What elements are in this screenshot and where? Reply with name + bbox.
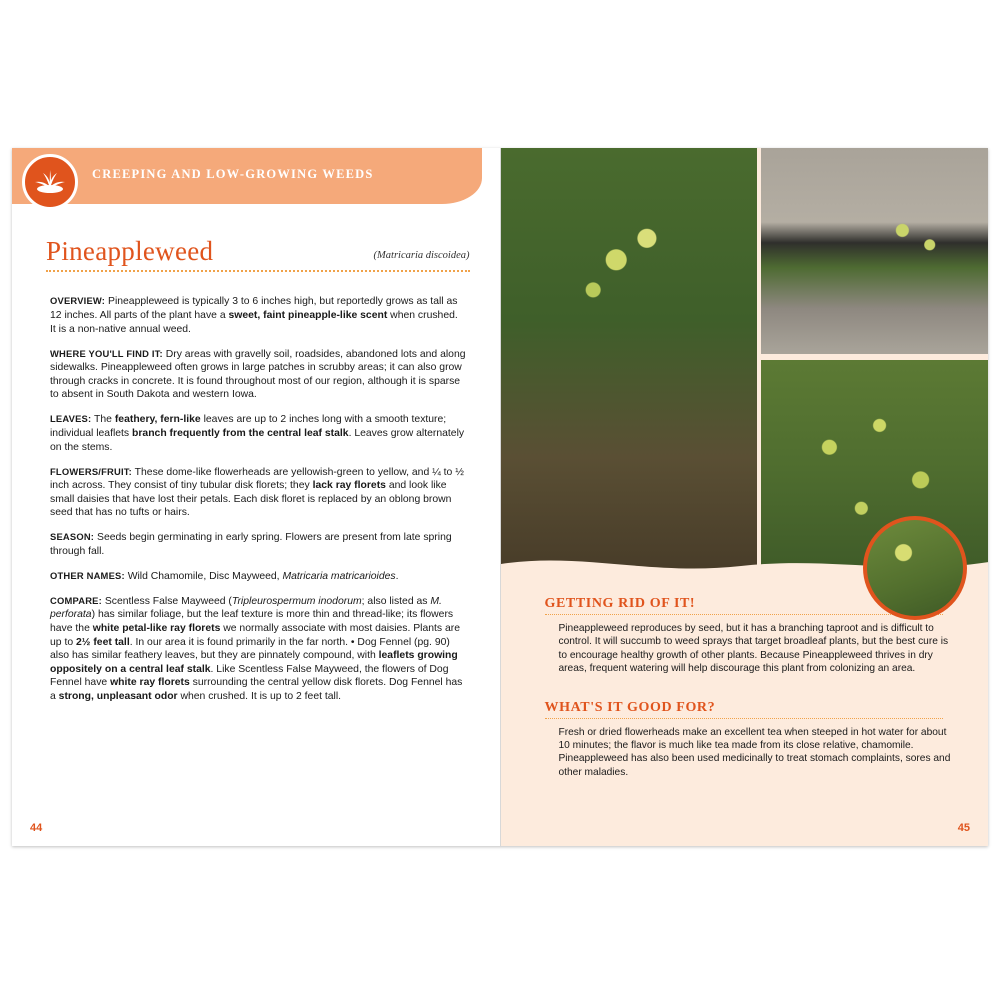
text-run: Wild Chamomile, Disc Mayweed, bbox=[127, 570, 283, 582]
text-run: and look like small daisies that have lost their petals. Each disk floret is replaced by an oblong brown seed that has no tufts or hairs. bbox=[50, 480, 452, 519]
article-paragraph bbox=[50, 412, 466, 454]
text-run: Scentless False Mayweed ( bbox=[104, 595, 232, 607]
text-run: Matricaria matricarioides bbox=[282, 570, 396, 582]
text-run: ) has similar foliage, but the leaf texture is more thin and thread-like; its flowers have the bbox=[50, 609, 454, 635]
text-run: strong, unpleasant odor bbox=[58, 690, 178, 702]
page-number-left: 44 bbox=[30, 822, 43, 834]
section-divider bbox=[545, 718, 943, 719]
article-paragraph bbox=[50, 569, 466, 584]
text-run: white ray florets bbox=[110, 677, 190, 689]
text-run: surrounding the central yellow disk florets. Dog Fennel has a bbox=[50, 677, 463, 702]
section-text: Fresh or dried flowerheads make an excellent tea when steeped in hot water for about 10 minutes; the flavor is much like tea made from its close relative, chamomile. Pineappleweed has also been used medicinally to treat stomach complaints, sores and other maladies. bbox=[558, 726, 951, 778]
text-run: branch frequently from the central leaf stalk bbox=[132, 427, 349, 439]
paragraph-label: FLOWERS/FRUIT: bbox=[50, 465, 132, 477]
text-run: . Like Scentless False Mayweed, the flowers of Dog Fennel have bbox=[50, 663, 449, 689]
section-divider bbox=[545, 614, 943, 615]
text-run: feathery, fern-like bbox=[114, 414, 201, 426]
photo-pineappleweed-plant bbox=[501, 148, 757, 578]
text-run: we normally associate with most daisies. Plants are up to bbox=[50, 623, 461, 648]
text-run: . Leaves grow alternately on the stems. bbox=[50, 427, 465, 453]
article-paragraph bbox=[50, 347, 466, 402]
text-run: 2½ feet tall bbox=[76, 636, 130, 648]
text-run: M. perforata bbox=[50, 595, 442, 621]
text-run: leaflets growing oppositely on a central leaf stalk bbox=[50, 650, 458, 675]
title-divider bbox=[46, 270, 470, 272]
banner-title: CREEPING AND LOW-GROWING WEEDS bbox=[92, 167, 374, 181]
text-run: lack ray florets bbox=[312, 480, 386, 492]
right-page bbox=[500, 148, 989, 846]
paragraph-label: LEAVES: bbox=[50, 413, 92, 425]
article-paragraph bbox=[50, 465, 466, 520]
left-page bbox=[12, 148, 500, 846]
paragraph-label: OVERVIEW: bbox=[50, 295, 106, 307]
weed-sprout-icon-svg bbox=[31, 167, 69, 197]
photo-pineappleweed-sidewalk-crack bbox=[761, 148, 989, 354]
paragraph-label: COMPARE: bbox=[50, 594, 102, 606]
section-text: Pineappleweed reproduces by seed, but it has a branching taproot and is difficult to control. It will succumb to weed sprays that target broadleaf plants, but the best cure is to encourage healthy growth of other plants. Because Pineappleweed thrives in dry areas, frequent watering will help discourage this plant from colonizing an area. bbox=[558, 623, 949, 675]
text-run: when crushed. It is a non-native annual weed. bbox=[50, 309, 458, 335]
article-body bbox=[50, 284, 466, 714]
text-run: sweet, faint pineapple-like scent bbox=[228, 309, 388, 321]
article-paragraph bbox=[50, 294, 466, 336]
section-heading: GETTING RID OF IT! bbox=[544, 596, 696, 611]
text-run: These dome-like flowerheads are yellowish-green to yellow, and ¼ to ½ inch across. They consist of tiny tubular disk florets; they bbox=[50, 466, 464, 492]
text-run: when crushed. It is up to 2 feet tall. bbox=[177, 690, 342, 702]
article-paragraph bbox=[50, 594, 466, 704]
weed-sprout-icon bbox=[22, 154, 78, 210]
text-run: Seeds begin germinating in early spring. Flowers are present from late spring through fall. bbox=[50, 532, 452, 557]
section-banner bbox=[12, 148, 482, 204]
text-run: ; also listed as bbox=[361, 595, 431, 607]
paragraph-label: SEASON: bbox=[50, 531, 95, 543]
text-run: leaves are up to 2 inches long with a smooth texture; individual leaflets bbox=[50, 414, 447, 439]
page-title: Pineappleweed bbox=[46, 236, 214, 266]
section-heading: WHAT'S IT GOOD FOR? bbox=[544, 699, 716, 715]
text-run: . bbox=[395, 570, 399, 582]
photo-collage bbox=[501, 148, 989, 578]
latin-name: (Matricaria discoidea) bbox=[373, 250, 470, 261]
book-spread bbox=[12, 148, 988, 846]
paragraph-label: WHERE YOU'LL FIND IT: bbox=[50, 347, 163, 359]
text-run: white petal-like ray florets bbox=[92, 623, 221, 635]
article-paragraph bbox=[50, 530, 466, 558]
text-run: Tripleurospermum inodorum bbox=[231, 595, 362, 607]
photo-pineappleweed-closeup-inset bbox=[863, 516, 967, 620]
page-number-right: 45 bbox=[957, 822, 970, 834]
text-run: . In our area it is found primarily in the far north. • Dog Fennel (pg. 90) also has similar feathery leaves, but they are pinnately compound, with bbox=[50, 636, 450, 662]
paragraph-label: OTHER NAMES: bbox=[50, 569, 125, 581]
text-run: Dry areas with gravelly soil, roadsides, abandoned lots and along sidewalks. Pineappleweed often grows in large patches in scrubby areas; it can also grow through cracks in concrete. It is found throughout most of our region, although it is sparse to absent in South Dakota and western Iowa. bbox=[50, 348, 466, 401]
text-run: Pineappleweed is typically 3 to 6 inches high, but reportedly grows as tall as 12 inches. All parts of the plant have a bbox=[50, 296, 458, 321]
text-run: The bbox=[94, 414, 115, 426]
